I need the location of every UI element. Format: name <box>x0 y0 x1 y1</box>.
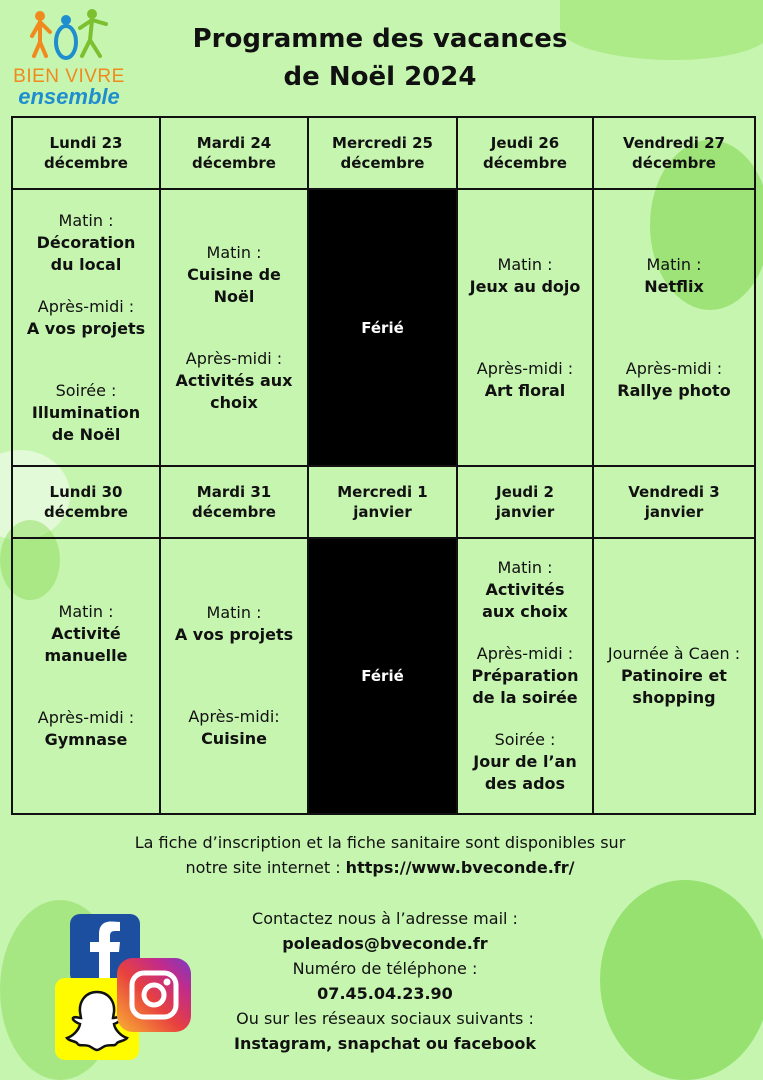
day-header: Lundi 23 décembre <box>12 117 160 189</box>
decorative-splash <box>560 0 763 60</box>
website-line: notre site internet : https://www.bveconde.fr/ <box>185 858 575 877</box>
week1-header-row <box>12 117 755 189</box>
mail-address[interactable]: poleados@bveconde.fr <box>282 934 488 953</box>
week2-header-row <box>12 466 755 538</box>
logo-line2: ensemble <box>18 84 120 109</box>
activity-cell: Matin : Décoration du local Après-midi : A vos projets Soirée : Illumination de Noël <box>12 189 160 466</box>
day-header: Mercredi 1 janvier <box>308 466 457 538</box>
website-link[interactable]: https://www.bveconde.fr/ <box>345 858 575 877</box>
title-line2: de Noël 2024 <box>283 62 477 92</box>
week1-activities-row <box>12 189 755 466</box>
phone-number: 07.45.04.23.90 <box>317 984 453 1003</box>
page-title <box>180 20 580 96</box>
day-header: Vendredi 3 janvier <box>593 466 755 538</box>
contact-info <box>220 906 550 1056</box>
social-networks: Instagram, snapchat ou facebook <box>234 1034 536 1053</box>
day-header: Vendredi 27 décembre <box>593 117 755 189</box>
phone-label: Numéro de téléphone : <box>292 959 478 978</box>
logo-line1: BIEN VIVRE <box>13 66 125 87</box>
activity-cell: Matin : Jeux au dojo Après-midi : Art floral <box>457 189 593 466</box>
title-line1: Programme des vacances <box>192 24 568 54</box>
decorative-splash <box>600 880 763 1080</box>
registration-line: La fiche d’inscription et la fiche sanitaire sont disponibles sur <box>134 833 626 852</box>
activity-cell: Matin : A vos projets Après-midi: Cuisine <box>160 538 308 814</box>
activity-cell: Matin : Netflix Après-midi : Rallye photo <box>593 189 755 466</box>
day-header: Jeudi 26 décembre <box>457 117 593 189</box>
activity-cell: Matin : Cuisine de Noël Après-midi : Activités aux choix <box>160 189 308 466</box>
activity-cell: Matin : Activités aux choix Après-midi : Préparation de la soirée Soirée : Jour de l’an des ados <box>457 538 593 814</box>
logo-figures-icon <box>26 6 112 66</box>
week2-activities-row <box>12 538 755 814</box>
social-label: Ou sur les réseaux sociaux suivants : <box>236 1009 534 1028</box>
day-header: Lundi 30 décembre <box>12 466 160 538</box>
day-header: Mercredi 25 décembre <box>308 117 457 189</box>
day-header: Mardi 31 décembre <box>160 466 308 538</box>
day-header: Mardi 24 décembre <box>160 117 308 189</box>
activity-cell: Matin : Activité manuelle Après-midi : Gymnase <box>12 538 160 814</box>
logo <box>4 4 134 109</box>
instagram-icon[interactable] <box>117 958 191 1032</box>
schedule-table <box>11 116 756 815</box>
day-header: Jeudi 2 janvier <box>457 466 593 538</box>
holiday-cell: Férié <box>308 189 457 466</box>
mail-label: Contactez nous à l’adresse mail : <box>252 909 518 928</box>
registration-info <box>120 830 640 880</box>
activity-cell: Journée à Caen : Patinoire et shopping <box>593 538 755 814</box>
holiday-cell: Férié <box>308 538 457 814</box>
